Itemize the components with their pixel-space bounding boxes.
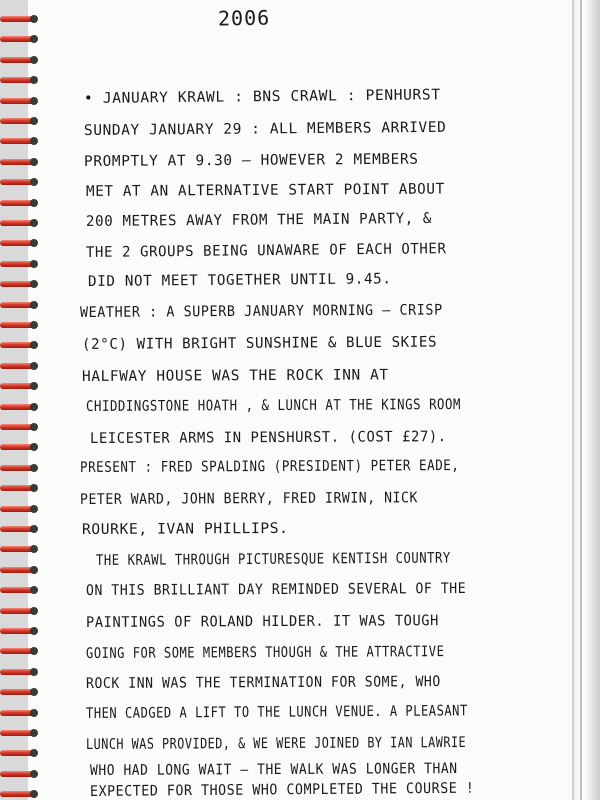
spiral-coil xyxy=(0,483,40,493)
spiral-coil xyxy=(0,238,40,248)
spiral-coil xyxy=(0,748,40,758)
entry-line: MET AT AN ALTERNATIVE START POINT ABOUT xyxy=(85,180,445,200)
spiral-coil xyxy=(0,565,40,575)
entry-line: THE KRAWL THROUGH PICTURESQUE KENTISH COUNTRY xyxy=(95,549,451,569)
entry-line: SUNDAY JANUARY 29 : ALL MEMBERS ARRIVED xyxy=(83,118,447,139)
spiral-coil xyxy=(0,524,40,534)
spiral-coil xyxy=(0,463,40,473)
spiral-coil xyxy=(0,279,40,289)
spiral-coil xyxy=(0,157,40,167)
spiral-coil xyxy=(0,136,40,146)
entry-line: PAINTINGS OF ROLAND HILDER. IT WAS TOUGH xyxy=(85,612,439,631)
spiral-coil xyxy=(0,504,40,514)
spiral-coil xyxy=(0,177,40,187)
spiral-coil xyxy=(0,646,40,656)
entry-line: HALFWAY HOUSE WAS THE ROCK INN AT xyxy=(81,366,389,385)
entry-line: CHIDDINGSTONE HOATH , & LUNCH AT THE KINGS ROOM xyxy=(85,396,462,415)
spiral-binding xyxy=(0,0,42,800)
spiral-coil xyxy=(0,14,40,24)
spiral-coil xyxy=(0,381,40,391)
entry-line: DID NOT MEET TOGETHER UNTIL 9.45. xyxy=(87,270,392,290)
entry-line: (2°C) WITH BRIGHT SUNSHINE & BLUE SKIES xyxy=(81,333,438,353)
spiral-coil xyxy=(0,606,40,616)
spiral-coil xyxy=(0,96,40,106)
spiral-coil xyxy=(0,75,40,85)
entry-line: 200 METRES AWAY FROM THE MAIN PARTY, & xyxy=(85,209,433,230)
spiral-coil xyxy=(0,442,40,452)
spiral-coil xyxy=(0,789,40,799)
spiral-coil xyxy=(0,259,40,269)
spiral-coil xyxy=(0,361,40,371)
entry-line: THEN CADGED A LIFT TO THE LUNCH VENUE. A PLEASANT xyxy=(85,702,468,722)
entry-line: WHO HAD LONG WAIT – THE WALK WAS LONGER THAN xyxy=(89,760,458,779)
entry-line: LUNCH WAS PROVIDED, & WE WERE JOINED BY IAN LAWRIE xyxy=(85,734,467,753)
spiral-coil xyxy=(0,769,40,779)
spiral-coil xyxy=(0,585,40,595)
spiral-coil xyxy=(0,340,40,350)
entry-line: PROMPTLY AT 9.30 – HOWEVER 2 MEMBERS xyxy=(83,150,419,170)
spiral-coil xyxy=(0,422,40,432)
entry-line: PETER WARD, JOHN BERRY, FRED IRWIN, NICK xyxy=(79,489,418,508)
spiral-coil xyxy=(0,687,40,697)
spiral-coil xyxy=(0,34,40,44)
entry-line: • JANUARY KRAWL : BNS CRAWL : PENHURST xyxy=(83,86,441,107)
page-stack-edge xyxy=(574,0,600,800)
entry-line: PRESENT : FRED SPALDING (PRESIDENT) PETER EADE, xyxy=(79,457,460,476)
spiral-coil xyxy=(0,626,40,636)
spiral-coil xyxy=(0,708,40,718)
spiral-coil xyxy=(0,55,40,65)
entry-line: EXPECTED FOR THOSE WHO COMPLETED THE COURSE ! xyxy=(89,779,475,800)
year-heading: 2006 xyxy=(217,5,271,31)
entry-line: ROCK INN WAS THE TERMINATION FOR SOME, WHO xyxy=(85,673,441,692)
spiral-coil xyxy=(0,728,40,738)
entry-line: THE 2 GROUPS BEING UNAWARE OF EACH OTHER xyxy=(85,240,447,261)
spiral-coil xyxy=(0,116,40,126)
spiral-coil xyxy=(0,198,40,208)
entry-line: ON THIS BRILLIANT DAY REMINDED SEVERAL OF THE xyxy=(85,580,467,599)
handwritten-entry xyxy=(79,0,574,800)
spiral-coil xyxy=(0,218,40,228)
spiral-coil xyxy=(0,667,40,677)
entry-line: WEATHER : A SUPERB JANUARY MORNING – CRISP xyxy=(79,301,443,321)
spiral-coil xyxy=(0,320,40,330)
spiral-coil xyxy=(0,544,40,554)
spiral-coil xyxy=(0,402,40,412)
entry-line: LEICESTER ARMS IN PENSHURST. (COST £27). xyxy=(89,428,447,447)
entry-line: GOING FOR SOME MEMBERS THOUGH & THE ATTRACTIVE xyxy=(85,643,445,662)
spiral-coil xyxy=(0,300,40,310)
entry-line: ROURKE, IVAN PHILLIPS. xyxy=(81,519,289,538)
